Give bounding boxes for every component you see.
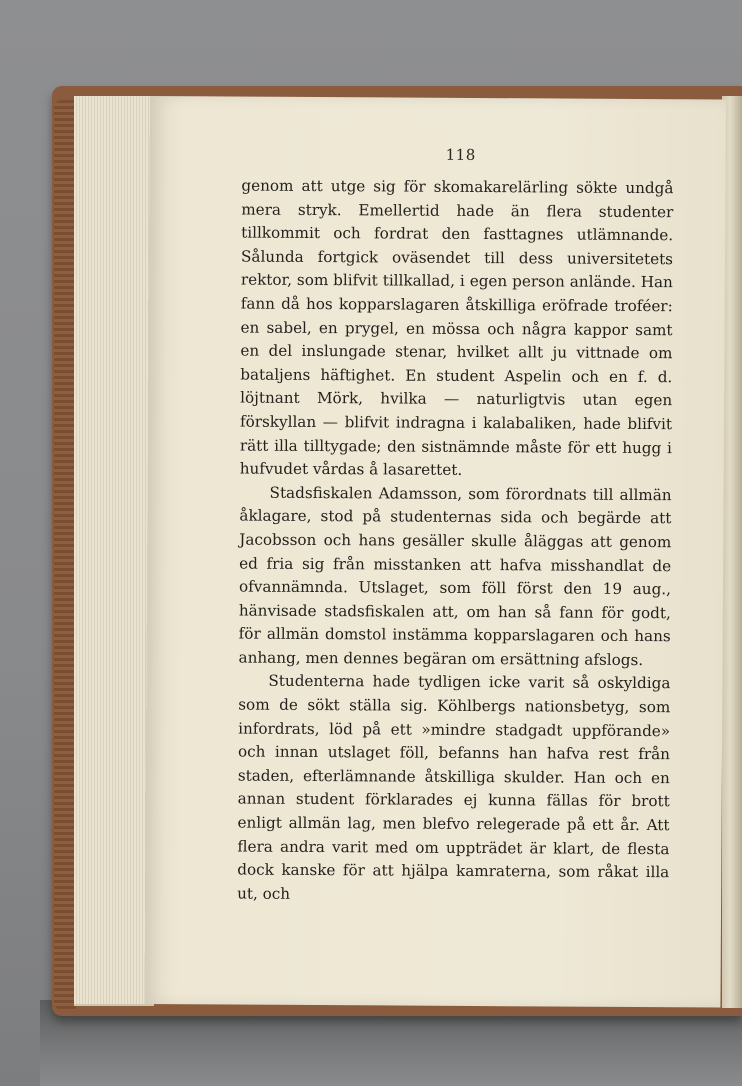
- paragraph-3: Studenterna hade tydligen icke varit så oskyldiga som de sökt ställa sig. Köhlbergs nationsbetyg, som infordrats, löd på ett »mindre stadgadt uppförande» och innan utslaget föll, befanns han hafva rest från staden, efterlämnande åtskilliga skulder. Han och en annan student förklarades ej kunna fällas för brott enligt allmän lag, men blefvo relegerade på ett år. Att flera andra varit med om uppträdet är klart, de flesta dock kanske för att hjälpa kamraterna, som råkat illa ut, och: [237, 672, 671, 903]
- page-stack-edge: [74, 96, 154, 1006]
- book-page: [144, 96, 726, 1008]
- page-number: 118: [445, 145, 476, 164]
- paragraph-2: Stadsfiskalen Adamsson, som förordnats till allmän åklagare, stod på studenternas sida och begärde att Jacobsson och hans gesäller skulle åläggas att genom ed fria sig från misstanken att hafva misshandlat de ofvannämnda. Utslaget, som föll först den 19 aug., hänvisade stadsfiskalen att, om han så fann för godt, för allmän domstol instämma kopparslagaren och hans anhang, men dennes begäran om ersättning afslogs.: [238, 483, 672, 669]
- book-spine-edge: [54, 100, 76, 1010]
- page-text: [237, 175, 673, 909]
- paragraph-1: genom att utge sig för skomakarelärling sökte undgå mera stryk. Emellertid hade än flera studenter tillkommit och fordrat den fasttagnes utlämnande. Sålunda fortgick oväsendet till dess universitetets rektor, som blifvit tillkallad, i egen person anlände. Han fann då hos kopparslagaren åtskilliga eröfrade troféer: en sabel, en prygel, en mössa och några kappor samt en del inslungade stenar, hvilket allt ju vittnade om bataljens häftighet. En student Aspelin och en f. d. löjtnant Mörk, hvilka — naturligtvis utan egen förskyllan — blifvit indragna i kalabaliken, hade blifvit rätt illa tilltygade; den sistnämnde måste för ett hugg i hufvudet vårdas å lasarettet.: [239, 176, 674, 480]
